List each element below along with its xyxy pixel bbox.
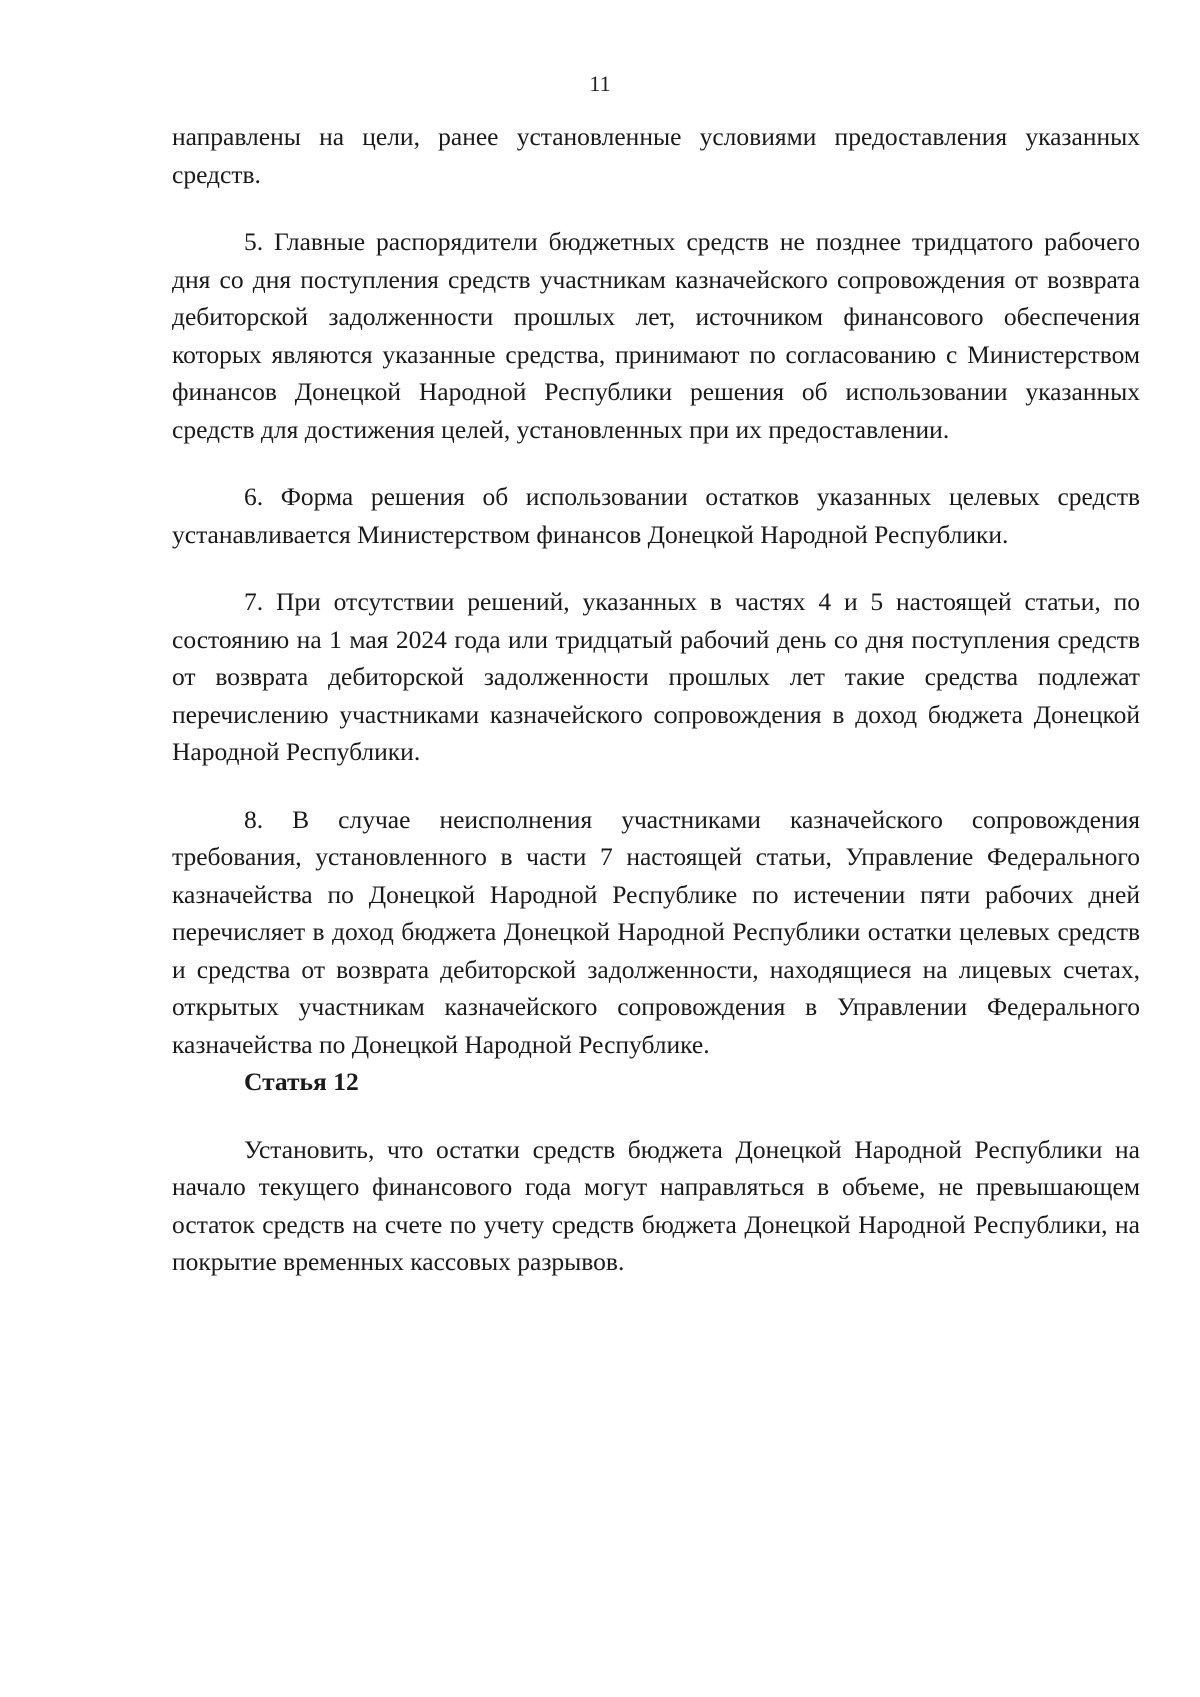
article-heading: Статья 12: [244, 1067, 359, 1096]
paragraph-continuation: направлены на цели, ранее установленные условиями предоставления указанных средств.: [172, 122, 1140, 189]
paragraph-6: 6. Форма решения об использовании остатков указанных целевых средств устанавливается Министерством финансов Донецкой Народной Республики.: [172, 482, 1140, 549]
paragraph-8: 8. В случае неисполнения участниками казначейского сопровождения требования, установленного в части 7 настоящей статьи, Управление Федерального казначейства по Донецкой Народной Республике по истечении пяти рабочих дней перечисляет в доход бюджета Донецкой Народной Республики остатки целевых средств и средства от возврата дебиторской задолженности, находящиеся на лицевых счетах, открытых участникам казначейского сопровождения в Управлении Федерального казначейства по Донецкой Народной Республике.: [172, 804, 1140, 1059]
paragraph-7: 7. При отсутствии решений, указанных в частях 4 и 5 настоящей статьи, по состоянию на 1 мая 2024 года или тридцатый рабочий день со дня поступления средств от возврата дебиторской задолженности прошлых лет такие средства подлежат перечислению участниками казначейского сопровождения в доход бюджета Донецкой Народной Республики.: [172, 587, 1140, 766]
article-12-text: Установить, что остатки средств бюджета Донецкой Народной Республики на начало текущего финансового года могут направляться в объеме, не превышающем остаток средств на счете по учету средств бюджета Донецкой Народной Республики, на покрытие временных кассовых разрывов.: [172, 1134, 1140, 1276]
paragraph-5: 5. Главные распорядители бюджетных средств не позднее тридцатого рабочего дня со дня поступления средств участникам казначейского сопровождения от возврата дебиторской задолженности прошлых лет, источником финансового обеспечения которых являются указанные средства, принимают по согласованию с Министерством финансов Донецкой Народной Республики решения об использовании указанных средств для достижения целей, установленных при их предоставлении.: [172, 227, 1140, 444]
document-body: [172, 118, 1140, 1281]
page-number: 11: [589, 71, 611, 96]
